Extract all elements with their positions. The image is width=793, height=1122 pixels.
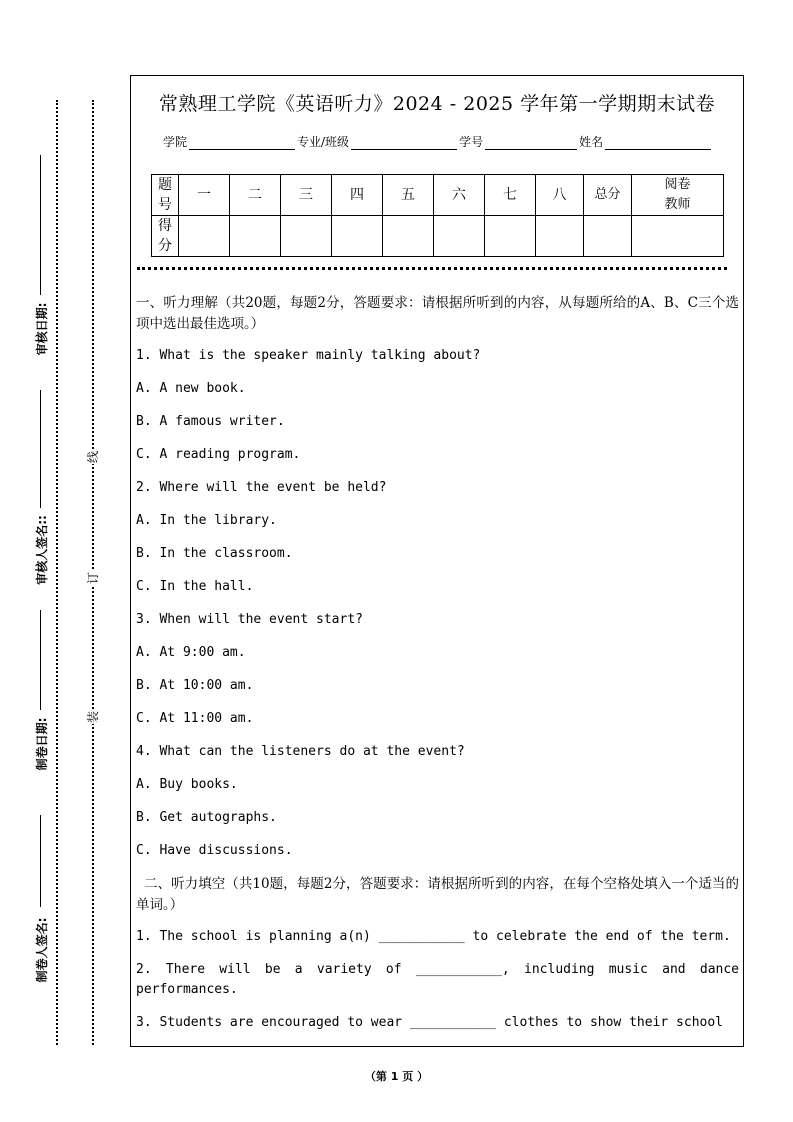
option-1c: C. A reading program. <box>136 447 301 462</box>
score-table-score-head <box>152 216 179 257</box>
option-2b: B. In the classroom. <box>136 546 293 561</box>
score-col-5: 五 <box>383 175 434 216</box>
score-table-head-cell <box>152 175 179 216</box>
student-id-blank[interactable] <box>485 137 577 150</box>
score-head-char: 题 <box>158 177 172 193</box>
score-col-total: 总分 <box>584 175 632 216</box>
option-1b: B. A famous writer. <box>136 414 285 429</box>
score-col-7: 七 <box>485 175 536 216</box>
score-cell-5[interactable] <box>383 216 434 257</box>
option-3a: A. At 9:00 am. <box>136 645 246 660</box>
review-date-label: 审核日期: <box>35 297 49 361</box>
major-label: 专业/班级 <box>297 135 350 149</box>
grader-line-1: 阅卷 <box>664 177 691 192</box>
score-col-6: 六 <box>434 175 485 216</box>
cut-bind-char: 装 <box>86 711 100 724</box>
option-4a: A. Buy books. <box>136 777 238 792</box>
fill-item-1: 1. The school is planning a(n) ___________ to celebrate the end of the term. <box>136 929 731 944</box>
page-number: （第 1 页 ） <box>364 1070 429 1083</box>
reviewer-sign-blank <box>40 390 41 508</box>
score-table-header-row <box>152 175 724 216</box>
reviewer-sign-label: 审核人签名:: <box>35 510 49 590</box>
question-1: 1. What is the speaker mainly talking about? <box>136 348 481 363</box>
score-col-8: 八 <box>536 175 584 216</box>
score-cell-8[interactable] <box>536 216 584 257</box>
score-cell-total[interactable] <box>584 216 632 257</box>
option-4c: C. Have discussions. <box>136 843 293 858</box>
fill-item-2: 2. There will be a variety of ___________, including music and dance performances. <box>136 962 739 997</box>
binding-dotted-line-outer <box>56 100 58 1045</box>
option-2c: C. In the hall. <box>136 579 254 594</box>
exam-content <box>136 293 739 1046</box>
score-head-char: 号 <box>158 197 172 213</box>
question-4: 4. What can the listeners do at the event? <box>136 744 465 759</box>
option-4b: B. Get autographs. <box>136 810 277 825</box>
student-info-row <box>163 133 713 150</box>
section1-heading: 一、听力理解（共20题，每题2分，答题要求：请根据所听到的内容，从每题所给的A、B、C三个选项中选出最佳选项。） <box>136 295 739 332</box>
name-label: 姓名 <box>579 135 604 149</box>
question-3: 3. When will the event start? <box>136 612 363 627</box>
score-cell-grader[interactable] <box>632 216 724 257</box>
score-table-score-row <box>152 216 724 257</box>
score-table <box>151 174 724 257</box>
score-col-4: 四 <box>332 175 383 216</box>
review-date-blank <box>40 155 41 295</box>
dotted-separator <box>137 267 727 270</box>
score-cell-4[interactable] <box>332 216 383 257</box>
exam-frame <box>130 75 744 1047</box>
option-2a: A. In the library. <box>136 513 277 528</box>
grader-line-2: 教师 <box>664 197 691 212</box>
section2-heading: 二、听力填空（共10题，每题2分，答题要求：请根据所听到的内容，在每个空格处填入一个适当的单词。） <box>136 876 739 913</box>
score-col-1: 一 <box>179 175 230 216</box>
score-cell-1[interactable] <box>179 216 230 257</box>
student-id-label: 学号 <box>459 135 484 149</box>
score-col-grader <box>632 175 724 216</box>
option-3b: B. At 10:00 am. <box>136 678 254 693</box>
maker-sign-label: 制卷人签名: <box>35 912 49 988</box>
maker-sign-blank <box>40 815 41 907</box>
score-cell-2[interactable] <box>230 216 281 257</box>
score-cell-7[interactable] <box>485 216 536 257</box>
question-2: 2. Where will the event be held? <box>136 480 387 495</box>
college-blank[interactable] <box>189 137 295 150</box>
score-head-char: 得 <box>158 218 172 234</box>
name-blank[interactable] <box>605 137 711 150</box>
score-col-2: 二 <box>230 175 281 216</box>
fill-item-3: 3. Students are encouraged to wear ___________ clothes to show their school <box>136 1015 723 1030</box>
cut-line-char: 线 <box>86 451 100 464</box>
make-date-label: 制卷日期: <box>35 712 49 776</box>
major-blank[interactable] <box>351 137 457 150</box>
cut-order-char: 订 <box>86 572 100 585</box>
college-label: 学院 <box>163 135 188 149</box>
option-3c: C. At 11:00 am. <box>136 711 254 726</box>
score-col-3: 三 <box>281 175 332 216</box>
option-1a: A. A new book. <box>136 381 246 396</box>
make-date-blank <box>40 610 41 710</box>
score-cell-3[interactable] <box>281 216 332 257</box>
exam-title: 常熟理工学院《英语听力》2024 - 2025 学年第一学期期末试卷 <box>158 93 716 115</box>
score-head-char: 分 <box>158 238 172 254</box>
score-cell-6[interactable] <box>434 216 485 257</box>
